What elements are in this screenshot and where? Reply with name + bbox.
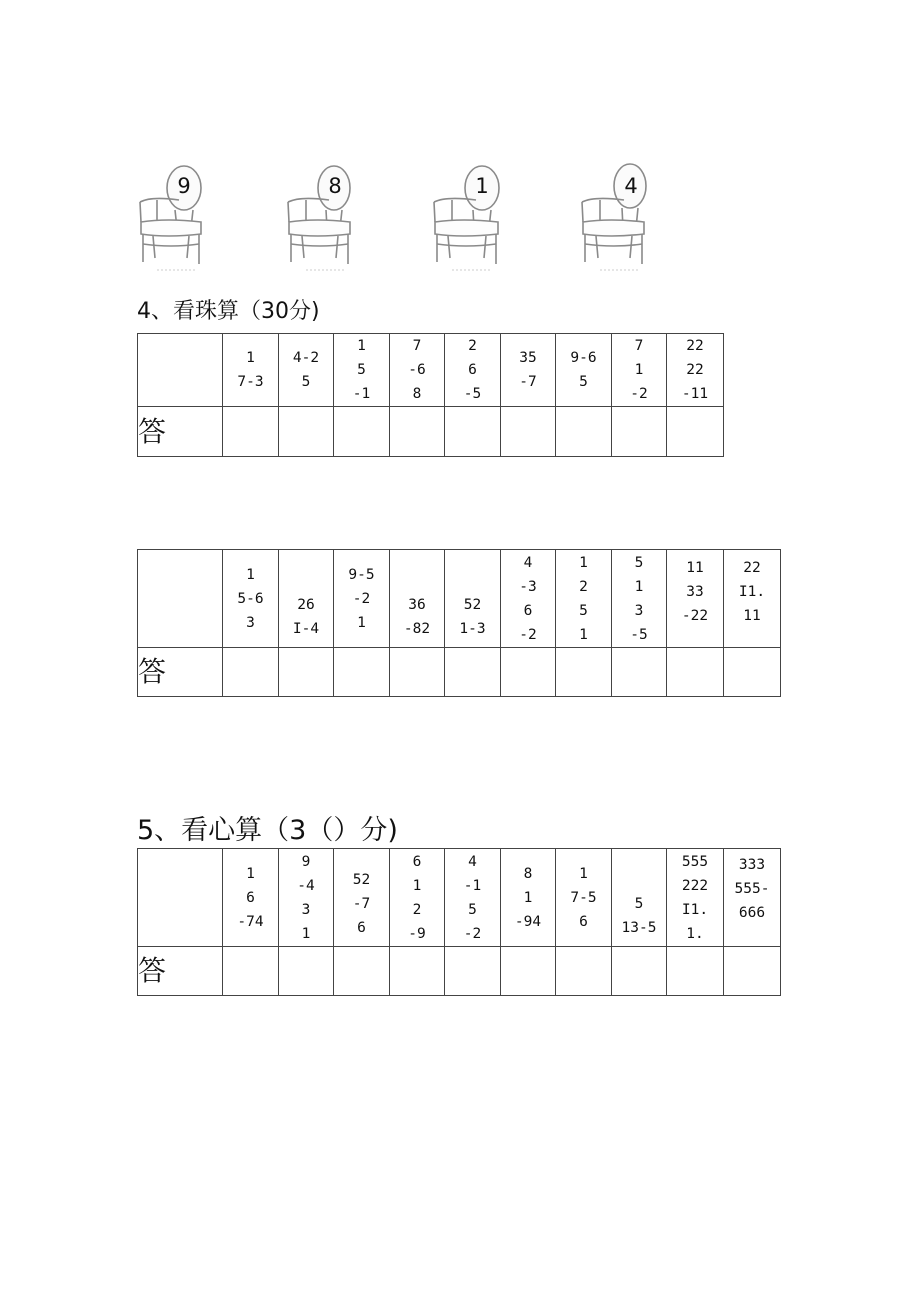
problem-line: 1 [246,865,255,882]
problem-line: 1 [357,614,366,631]
problem-line: 11 [743,608,761,624]
problem-line: -1 [463,877,482,894]
chair-number: 8 [328,174,342,198]
answer-row [138,947,781,996]
problem-cell [279,849,334,947]
problem-line: -2 [630,386,648,402]
answer-cell[interactable] [223,648,279,697]
problem-line: 1. [686,925,704,942]
answer-cell[interactable] [667,648,724,697]
answer-cell[interactable] [724,947,781,996]
abacus-table-2 [137,549,781,697]
problem-line: 1 [579,626,588,643]
problem-line: 22 [686,362,704,378]
problem-line: -9 [408,925,426,942]
problem-line: -2 [519,626,537,643]
section-5-title: 5、看心算（3（）分) [137,815,398,846]
problem-line: 9-6 [570,350,597,366]
problem-line: 4-2 [292,350,320,366]
problem-line: -7 [519,374,537,390]
row-header-cell [138,550,223,648]
answer-cell[interactable] [390,947,445,996]
problem-line: 222 [681,877,709,894]
problem-line: 1 [246,350,255,366]
problem-line: -2 [352,590,371,607]
problem-line: 6 [246,889,255,906]
answer-cell[interactable] [334,947,390,996]
problem-line: 8 [523,865,533,882]
chair-number: 1 [475,174,489,198]
problem-row [138,334,724,407]
answer-cell[interactable] [445,947,501,996]
problem-line: 7-3 [237,374,264,390]
answer-cell[interactable] [279,947,334,996]
problem-line: 9 [301,853,311,870]
problem-line: 1-3 [459,621,486,637]
problem-line: 1 [523,889,533,906]
problem-line: 35 [519,350,537,366]
problem-line: 1 [579,554,588,571]
problem-cell [556,550,612,648]
answer-label: 答 [138,407,223,457]
problem-line: 5 [579,602,588,619]
problem-line: 3 [634,602,644,619]
problem-cell [390,849,445,947]
problem-line: -1 [352,386,371,402]
problem-line: 5 [468,901,477,918]
answer-label: 答 [138,648,223,697]
problem-line: 5 [634,554,644,571]
answer-cell[interactable] [334,648,390,697]
problem-line: 36 [408,597,426,613]
problem-line: 7 [634,338,644,354]
problem-line: -94 [514,913,542,930]
problem-line: 2 [412,901,422,918]
problem-cell [667,550,724,648]
problem-cell [667,334,724,407]
problem-cell [612,334,667,407]
problem-line: 9-5 [348,566,375,583]
problem-line: 7-5 [570,889,597,906]
answer-cell[interactable] [223,947,279,996]
problem-cell [334,334,390,407]
problem-line: 4 [523,554,533,571]
problem-cell [445,334,501,407]
problem-line: 6 [412,853,422,870]
problem-line: 6 [357,920,366,936]
answer-cell[interactable] [612,947,667,996]
answer-cell[interactable] [279,648,334,697]
problem-line: I-4 [292,621,320,637]
answer-cell[interactable] [612,648,667,697]
problem-line: 22 [743,560,761,576]
answer-row [138,648,781,697]
row-header-cell [138,849,223,947]
problem-line: 33 [686,584,704,600]
problem-line: 1 [357,338,366,354]
problem-line: -5 [630,626,648,643]
problem-line: 3 [301,901,311,918]
problem-line: -6 [408,362,426,378]
answer-cell[interactable] [724,648,781,697]
chair-9 [137,160,217,280]
problem-cell [501,849,556,947]
problem-cell [612,550,667,648]
problem-line: 666 [738,905,766,921]
chair-8 [284,160,364,280]
answer-cell[interactable] [390,648,445,697]
problem-line: -7 [352,896,371,912]
problem-line: I1. [738,584,766,600]
problem-line: 1 [301,925,311,942]
problem-line: 7 [412,338,422,354]
answer-cell[interactable] [445,648,501,697]
problem-line: -74 [237,913,264,930]
chair-number: 9 [177,174,191,198]
problem-line: 52 [463,597,482,613]
problem-line: 4 [468,853,477,870]
problem-line: I1. [681,901,709,918]
problem-line: 6 [523,602,533,619]
problem-cell [445,550,501,648]
answer-cell[interactable] [667,947,724,996]
problem-cell [390,550,445,648]
answer-label: 答 [138,947,223,996]
problem-line: 1 [412,877,422,894]
answer-row [138,407,724,457]
problem-line: 1 [579,865,588,882]
answer-cell[interactable] [612,407,667,457]
answer-cell[interactable] [556,947,612,996]
chair-number: 4 [624,174,638,198]
problem-cell [390,334,445,407]
problem-line: 52 [352,872,371,888]
problem-line: 11 [686,560,704,576]
problem-line: -82 [403,621,431,637]
answer-cell[interactable] [445,407,501,457]
problem-line: 22 [686,338,704,354]
answer-cell[interactable] [223,407,279,457]
problem-line: 5 [579,374,588,390]
problem-line: -5 [463,386,482,402]
problem-cell [667,849,724,947]
problem-line: 555 [681,853,709,870]
problem-line: 3 [246,614,255,631]
problem-line: 5 [357,362,366,378]
abacus-table-1 [137,333,724,457]
problem-line: 1 [634,578,644,595]
problem-line: 6 [579,913,588,930]
answer-cell[interactable] [390,407,445,457]
answer-cell[interactable] [334,407,390,457]
problem-cell [612,849,667,947]
problem-line: 8 [412,386,422,402]
problem-line: 5-6 [237,590,264,607]
problem-cell [501,550,556,648]
mental-math-table [137,848,781,996]
problem-line: 13-5 [621,920,657,936]
problem-line: 6 [468,362,477,378]
problem-line: 5 [301,374,311,390]
problem-cell [724,550,781,648]
problem-line: -2 [463,925,482,942]
problem-line: -22 [681,608,709,624]
section-4-title: 4、看珠算（30分) [137,299,320,324]
row-header-cell [138,334,223,407]
problem-line: 555- [734,881,770,897]
problem-line: 26 [297,597,315,613]
problem-line: 1 [246,566,255,583]
problem-cell [445,849,501,947]
answer-cell[interactable] [667,407,724,457]
problem-cell [223,334,279,407]
problem-cell [334,550,390,648]
problem-cell [334,849,390,947]
problem-cell [223,550,279,648]
answer-cell[interactable] [556,648,612,697]
answer-cell[interactable] [279,407,334,457]
answer-cell[interactable] [501,947,556,996]
problem-cell [501,334,556,407]
problem-line: 333 [738,857,766,873]
problem-row [138,849,781,947]
chair-4 [578,160,658,280]
problem-cell [556,334,612,407]
problem-line: 1 [634,362,644,378]
problem-cell [279,550,334,648]
problem-line: 2 [579,578,588,595]
problem-cell [223,849,279,947]
problem-line: -3 [519,578,537,595]
problem-cell [724,849,781,947]
problem-line: 2 [468,338,477,354]
problem-line: -4 [297,877,315,894]
chair-1 [430,160,510,280]
answer-cell[interactable] [501,648,556,697]
problem-cell [556,849,612,947]
problem-line: -11 [681,386,709,402]
problem-cell [279,334,334,407]
answer-cell[interactable] [556,407,612,457]
problem-row [138,550,781,648]
problem-line: 5 [634,896,644,912]
answer-cell[interactable] [501,407,556,457]
